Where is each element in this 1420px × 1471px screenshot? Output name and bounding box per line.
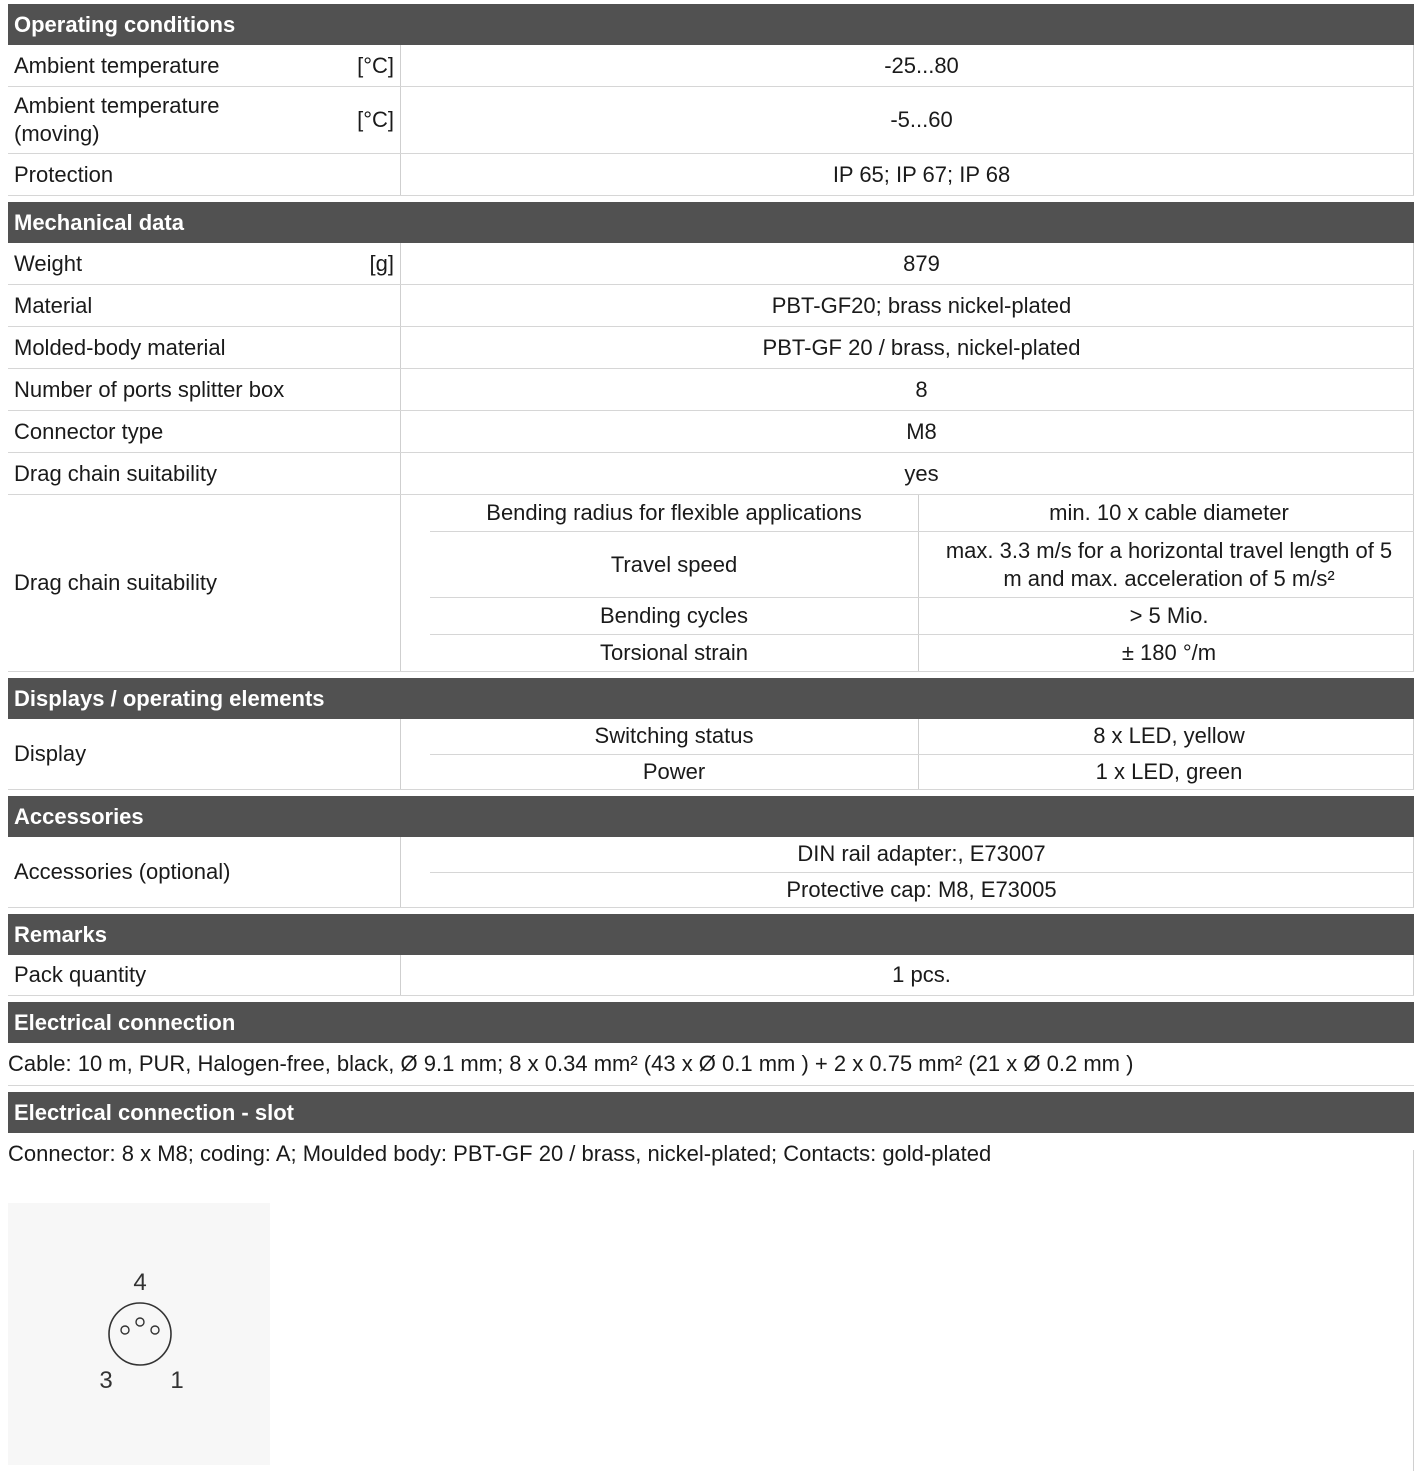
slot-connection-text: Connector: 8 x M8; coding: A; Moulded body: PBT-GF 20 / brass, nickel-plated; Contacts: gold-plated: [8, 1141, 992, 1166]
value-drag-chain-suitability: yes: [430, 453, 1414, 494]
subkey-switching-status: Switching status: [430, 719, 919, 754]
row-protection: [8, 154, 1414, 196]
display-subtable: [430, 719, 1414, 789]
label-ambient-temperature-moving: Ambient temperature (moving): [14, 93, 220, 146]
row-ambient-temperature-moving: [8, 87, 1414, 154]
label-accessories-optional: Accessories (optional): [14, 859, 231, 884]
subrow-torsional-strain: [430, 635, 1414, 671]
connector-outline: [109, 1303, 171, 1365]
label-ambient-temperature: Ambient temperature: [14, 52, 220, 78]
section-header-slot: Electrical connection - slot: [8, 1092, 1414, 1133]
subval-bending-radius: min. 10 x cable diameter: [925, 495, 1414, 531]
subkey-power: Power: [430, 755, 919, 790]
row-drag-chain-details: [8, 495, 1414, 672]
value-material: PBT-GF20; brass nickel-plated: [430, 285, 1414, 326]
accessory-din-rail-adapter: DIN rail adapter:, E73007: [430, 837, 1414, 872]
value-ambient-temperature-moving: -5...60: [430, 87, 1414, 153]
subval-power: 1 x LED, green: [925, 755, 1414, 790]
label-weight: Weight: [14, 250, 83, 276]
accessory-item: [430, 837, 1414, 873]
row-material: [8, 285, 1414, 327]
section-header-electrical: Electrical connection: [8, 1002, 1414, 1043]
label-drag-chain-details: Drag chain suitability: [14, 570, 217, 595]
pin-1: [151, 1326, 159, 1334]
drag-chain-subtable: [430, 495, 1414, 671]
section-header-operating: Operating conditions: [8, 4, 1414, 45]
row-accessories-optional: [8, 837, 1414, 908]
section-header-remarks: Remarks: [8, 914, 1414, 955]
label-protection: Protection: [14, 161, 114, 187]
label-molded-body-material: Molded-body material: [14, 334, 226, 360]
value-number-of-ports: 8: [430, 369, 1414, 410]
value-ambient-temperature: -25...80: [430, 45, 1414, 86]
subval-bending-cycles: > 5 Mio.: [925, 598, 1414, 634]
label-connector-type: Connector type: [14, 418, 164, 444]
pin-4: [136, 1318, 144, 1326]
accessories-list: [430, 837, 1414, 907]
subkey-travel-speed: Travel speed: [430, 532, 919, 597]
accessory-item: [430, 873, 1414, 908]
row-number-of-ports: [8, 369, 1414, 411]
right-border: [1413, 1150, 1414, 1471]
subval-switching-status: 8 x LED, yellow: [925, 719, 1414, 754]
value-weight: 879: [430, 243, 1414, 284]
row-connector-type: [8, 411, 1414, 453]
subrow-bending-cycles: [430, 598, 1414, 635]
subkey-torsional-strain: Torsional strain: [430, 635, 919, 671]
value-molded-body-material: PBT-GF 20 / brass, nickel-plated: [430, 327, 1414, 368]
label-drag-chain-suitability: Drag chain suitability: [14, 460, 217, 486]
row-weight: [8, 243, 1414, 285]
pin-3: [121, 1326, 129, 1334]
subrow-travel-speed: [430, 532, 1414, 598]
pin-label-right: 1: [170, 1367, 184, 1394]
unit-ambient-temperature: [°C]: [357, 52, 394, 78]
pin-label-left: 3: [99, 1367, 113, 1394]
subval-travel-speed: max. 3.3 m/s for a horizontal travel length of 5 m and max. acceleration of 5 m/s²: [925, 532, 1414, 597]
subrow-switching-status: [430, 719, 1414, 755]
section-header-accessories: Accessories: [8, 796, 1414, 837]
row-ambient-temperature: [8, 45, 1414, 87]
subkey-bending-cycles: Bending cycles: [430, 598, 919, 634]
datasheet: [8, 4, 1414, 1175]
section-header-mechanical: Mechanical data: [8, 202, 1414, 243]
connector-pinout-diagram: [8, 1203, 270, 1465]
subrow-power: [430, 755, 1414, 790]
label-display: Display: [14, 741, 87, 766]
pin-label-top: 4: [133, 1269, 147, 1296]
subval-torsional-strain: ± 180 °/m: [925, 635, 1414, 671]
value-protection: IP 65; IP 67; IP 68: [430, 154, 1414, 195]
section-header-displays: Displays / operating elements: [8, 678, 1414, 719]
row-molded-body-material: [8, 327, 1414, 369]
label-pack-quantity: Pack quantity: [14, 962, 147, 987]
subkey-bending-radius: Bending radius for flexible applications: [430, 495, 919, 531]
value-pack-quantity: 1 pcs.: [430, 955, 1414, 995]
unit-weight: [g]: [369, 250, 394, 276]
label-material: Material: [14, 292, 93, 318]
row-drag-chain-suitability: [8, 453, 1414, 495]
unit-ambient-temperature-moving: [°C]: [357, 107, 394, 132]
electrical-connection-text: Cable: 10 m, PUR, Halogen-free, black, Ø 9.1 mm; 8 x 0.34 mm² (43 x Ø 0.1 mm ) + 2 x 0.75 mm² (21 x Ø 0.2 mm ): [8, 1043, 1414, 1086]
label-number-of-ports: Number of ports splitter box: [14, 376, 285, 402]
pinout-svg: [8, 1203, 270, 1465]
accessory-protective-cap: Protective cap: M8, E73005: [430, 873, 1414, 908]
row-display: [8, 719, 1414, 790]
subrow-bending-radius: [430, 495, 1414, 532]
row-pack-quantity: [8, 955, 1414, 996]
value-connector-type: M8: [430, 411, 1414, 452]
